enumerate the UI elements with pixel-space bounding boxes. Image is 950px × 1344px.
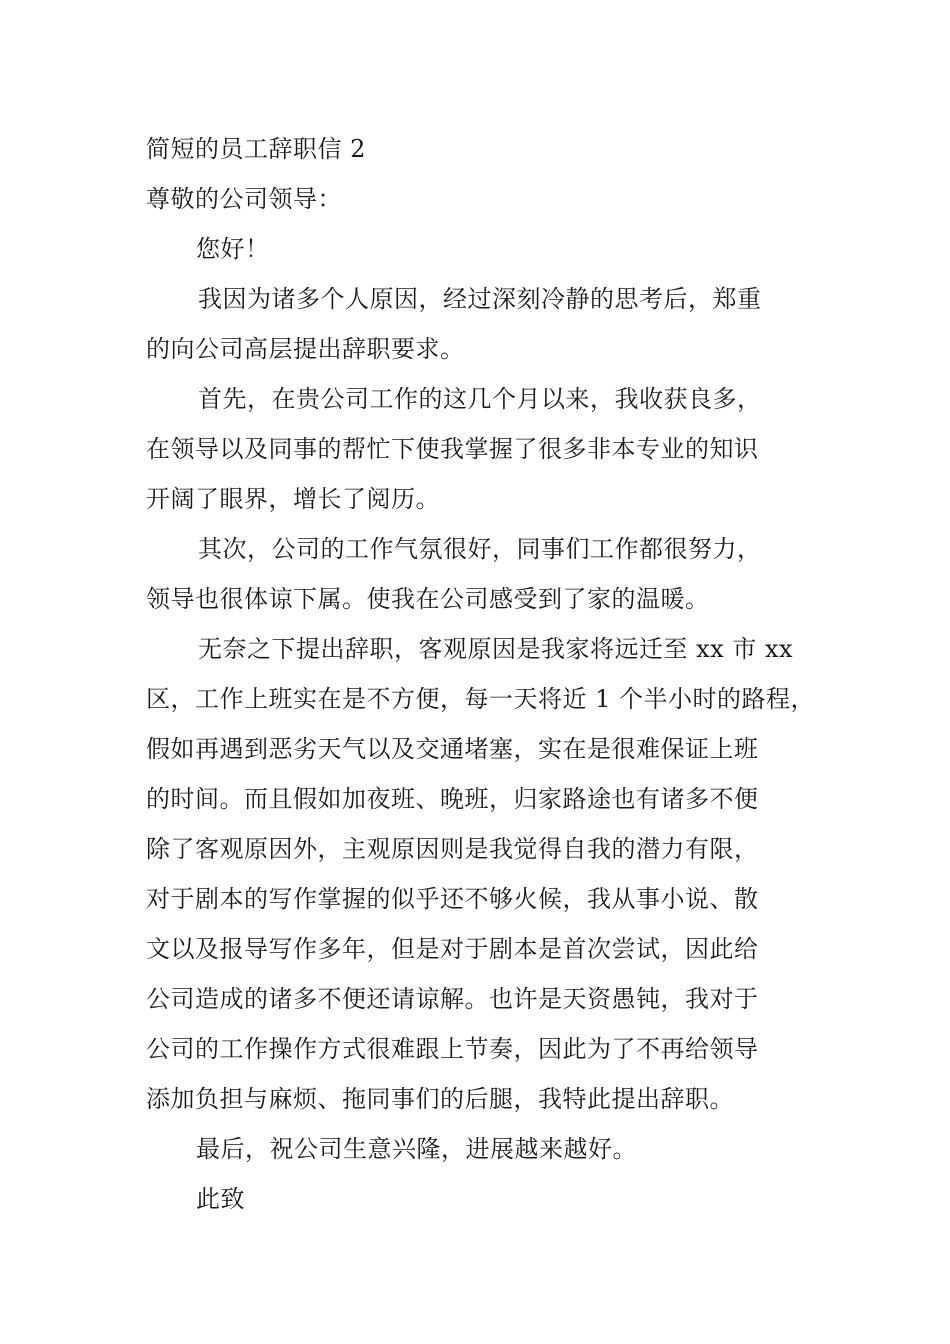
body-line: 对于剧本的写作掌握的似乎还不够火候，我从事小说、散	[146, 885, 759, 913]
body-line: 公司造成的诸多不便还请谅解。也许是天资愚钝，我对于	[146, 985, 759, 1013]
body-line: 无奈之下提出辞职，客观原因是我家将远迁至 xx 市 xx	[198, 635, 794, 663]
body-line: 在领导以及同事的帮忙下使我掌握了很多非本专业的知识	[146, 435, 759, 463]
body-line: 首先，在贵公司工作的这几个月以来，我收获良多，	[198, 385, 762, 413]
body-line: 的时间。而且假如加夜班、晚班，归家路途也有诸多不便	[146, 785, 759, 813]
document-title: 简短的员工辞职信 2	[146, 135, 366, 163]
body-line: 我因为诸多个人原因，经过深刻冷静的思考后，郑重	[198, 285, 762, 313]
greeting: 您好！	[196, 235, 270, 263]
closing: 此致	[196, 1185, 245, 1213]
body-line: 除了客观原因外，主观原因则是我觉得自我的潜力有限，	[146, 835, 759, 863]
body-line: 其次，公司的工作气氛很好，同事们工作都很努力，	[198, 535, 762, 563]
body-line: 添加负担与麻烦、拖同事们的后腿，我特此提出辞职。	[146, 1085, 734, 1113]
body-line: 开阔了眼界，增长了阅历。	[146, 485, 440, 513]
body-line: 的向公司高层提出辞职要求。	[146, 335, 465, 363]
salutation: 尊敬的公司领导：	[146, 185, 342, 213]
body-line: 区，工作上班实在是不方便，每一天将近 1 个半小时的路程，	[146, 685, 816, 713]
body-line: 公司的工作操作方式很难跟上节奏，因此为了不再给领导	[146, 1035, 759, 1063]
body-line: 文以及报导写作多年，但是对于剧本是首次尝试，因此给	[146, 935, 759, 963]
body-line: 假如再遇到恶劣天气以及交通堵塞，实在是很难保证上班	[146, 735, 759, 763]
body-line: 领导也很体谅下属。使我在公司感受到了家的温暖。	[146, 585, 710, 613]
closing-wish: 最后，祝公司生意兴隆，进展越来越好。	[196, 1135, 637, 1163]
